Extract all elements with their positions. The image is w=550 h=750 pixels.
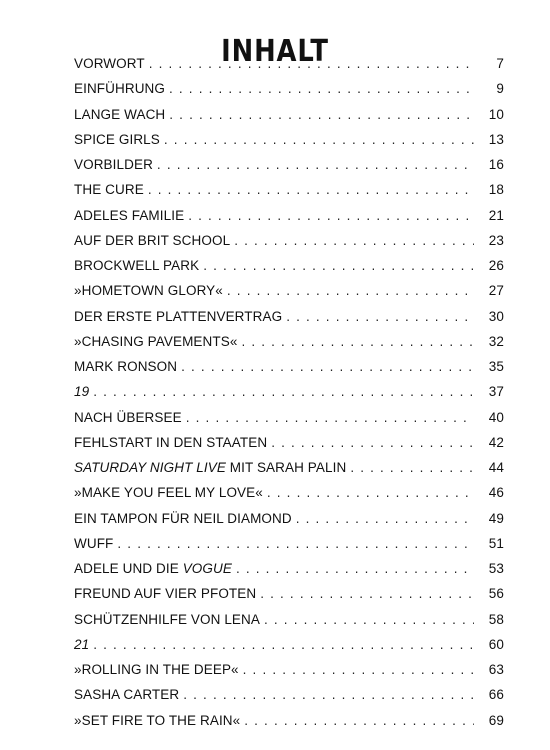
dot-leader <box>169 81 474 96</box>
toc-entry-page-number: 46 <box>488 485 504 501</box>
toc-entry <box>74 536 504 561</box>
toc-entry-title <box>74 561 232 576</box>
toc-entry-title-part: VORBILDER <box>74 157 153 172</box>
toc-entry-title-part: NACH ÜBERSEE <box>74 409 182 425</box>
toc-entry-page-number: 63 <box>488 662 504 677</box>
toc-entry-title-part: SPICE GIRLS <box>74 131 160 147</box>
toc-entry-title <box>74 359 177 374</box>
toc-entry <box>74 511 504 536</box>
dot-leader <box>244 713 474 728</box>
table-of-contents <box>74 56 504 738</box>
toc-entry-page-number: 53 <box>488 561 504 576</box>
toc-entry-title-part: »HOMETOWN GLORY« <box>74 283 223 299</box>
toc-entry-title <box>74 384 89 399</box>
toc-entry <box>74 662 504 687</box>
dot-leader <box>243 662 474 677</box>
dot-leader <box>236 561 474 576</box>
toc-entry-title-part: THE CURE <box>74 182 144 198</box>
dot-leader <box>271 435 474 450</box>
toc-entry <box>74 435 504 460</box>
toc-entry <box>74 384 504 409</box>
toc-entry-title <box>74 536 113 551</box>
toc-entry <box>74 460 504 485</box>
toc-entry-page-number: 49 <box>488 510 504 526</box>
toc-entry-title-part: ADELES FAMILIE <box>74 207 185 223</box>
toc-entry-title-part: »SET FIRE TO THE RAIN« <box>74 712 241 728</box>
toc-entry-title-part: EIN TAMPON FÜR NEIL DIAMOND <box>74 510 292 526</box>
toc-entry-title-part: ADELE UND DIE <box>74 561 183 576</box>
toc-entry-title <box>74 410 182 425</box>
toc-entry <box>74 81 504 106</box>
toc-entry <box>74 132 504 157</box>
dot-leader <box>264 612 474 627</box>
toc-entry-page-number: 69 <box>488 712 504 728</box>
toc-entry-title-part: »MAKE YOU FEEL MY LOVE« <box>74 485 263 501</box>
toc-entry <box>74 637 504 662</box>
toc-entry-title <box>74 233 230 248</box>
toc-entry-title-part: VOGUE <box>182 561 232 576</box>
toc-entry-title <box>74 283 223 298</box>
toc-entry <box>74 687 504 712</box>
toc-entry-page-number: 51 <box>488 535 504 551</box>
toc-entry-title <box>74 435 267 450</box>
toc-entry-page-number: 60 <box>488 636 504 652</box>
toc-entry-page-number: 18 <box>488 182 504 198</box>
toc-entry <box>74 258 504 283</box>
toc-entry-title-part: SCHÜTZENHILFE VON LENA <box>74 611 260 627</box>
toc-entry-title <box>74 662 239 677</box>
toc-entry-page-number: 56 <box>488 586 504 602</box>
toc-entry-page-number: 35 <box>488 359 504 374</box>
toc-entry <box>74 586 504 611</box>
toc-entry-page-number: 10 <box>488 106 504 122</box>
toc-entry-title-part: SATURDAY NIGHT LIVE <box>74 460 226 475</box>
toc-entry-title-part: MIT SARAH PALIN <box>225 460 347 475</box>
dot-leader <box>241 334 474 349</box>
toc-entry <box>74 283 504 308</box>
toc-entry <box>74 561 504 586</box>
toc-entry-title <box>74 56 145 71</box>
dot-leader <box>227 283 474 298</box>
toc-entry-page-number: 44 <box>488 460 504 475</box>
toc-entry-title-part: MARK RONSON <box>74 359 178 374</box>
dot-leader <box>183 687 474 702</box>
toc-entry <box>74 233 504 258</box>
toc-entry-title <box>74 460 346 475</box>
toc-entry-title-part: EINFÜHRUNG <box>74 81 165 97</box>
toc-entry-page-number: 42 <box>488 434 504 450</box>
page-title: INHALT <box>221 34 329 70</box>
dot-leader <box>296 511 474 526</box>
toc-entry-title-part: 19 <box>74 384 90 400</box>
toc-entry-title <box>74 511 292 526</box>
toc-entry-page-number: 27 <box>488 283 504 299</box>
dot-leader <box>149 56 474 71</box>
toc-entry-page-number: 26 <box>488 258 504 273</box>
toc-entry <box>74 208 504 233</box>
toc-entry <box>74 182 504 207</box>
dot-leader <box>117 536 474 551</box>
dot-leader <box>234 233 474 248</box>
toc-entry-title-part: LANGE WACH <box>74 106 166 122</box>
toc-entry-title-part: AUF DER BRIT SCHOOL <box>74 232 231 248</box>
dot-leader <box>93 384 474 399</box>
toc-entry-page-number: 32 <box>488 333 504 349</box>
toc-entry-title <box>74 132 160 147</box>
toc-entry-title <box>74 637 89 652</box>
toc-entry-page-number: 13 <box>488 131 504 147</box>
toc-entry-title <box>74 334 237 349</box>
toc-entry-title-part: VORWORT <box>74 56 145 71</box>
dot-leader <box>267 485 474 500</box>
dot-leader <box>169 107 474 122</box>
toc-entry-page-number: 40 <box>488 409 504 425</box>
dot-leader <box>186 410 474 425</box>
dot-leader <box>203 258 474 273</box>
toc-entry-page-number: 16 <box>488 157 504 172</box>
toc-entry-title <box>74 713 240 728</box>
toc-entry-title-part: SASHA CARTER <box>74 687 180 703</box>
toc-entry-title <box>74 485 263 500</box>
dot-leader <box>157 157 474 172</box>
toc-entry <box>74 612 504 637</box>
toc-entry-page-number: 30 <box>488 308 504 324</box>
toc-entry <box>74 334 504 359</box>
dot-leader <box>93 637 474 652</box>
dot-leader <box>181 359 474 374</box>
toc-entry <box>74 713 504 738</box>
toc-entry-page-number: 9 <box>496 81 504 97</box>
toc-entry-page-number: 7 <box>496 56 504 71</box>
toc-entry-title <box>74 586 256 601</box>
dot-leader <box>350 460 474 475</box>
toc-entry <box>74 410 504 435</box>
toc-entry <box>74 107 504 132</box>
toc-entry-title-part: FEHLSTART IN DEN STAATEN <box>74 434 268 450</box>
toc-entry-title-part: »CHASING PAVEMENTS« <box>74 333 238 349</box>
toc-entry-title <box>74 107 165 122</box>
dot-leader <box>188 208 474 223</box>
toc-entry-title <box>74 309 282 324</box>
toc-entry-title <box>74 182 144 197</box>
toc-entry <box>74 359 504 384</box>
dot-leader <box>148 182 474 197</box>
toc-entry-title-part: DER ERSTE PLATTENVERTRAG <box>74 308 283 324</box>
toc-entry-page-number: 58 <box>488 611 504 627</box>
toc-entry-title-part: BROCKWELL PARK <box>74 258 200 273</box>
toc-entry <box>74 56 504 81</box>
toc-entry-title <box>74 612 260 627</box>
toc-entry-page-number: 21 <box>488 207 504 223</box>
toc-entry-title <box>74 81 165 96</box>
dot-leader <box>260 586 474 601</box>
toc-entry-title <box>74 157 153 172</box>
toc-entry <box>74 485 504 510</box>
toc-entry-page-number: 66 <box>488 687 504 703</box>
toc-entry-title-part: 21 <box>74 636 90 652</box>
toc-entry-page-number: 37 <box>488 384 504 400</box>
toc-entry-title-part: »ROLLING IN THE DEEP« <box>74 662 239 677</box>
toc-entry-title-part: FREUND AUF VIER PFOTEN <box>74 586 257 602</box>
toc-entry <box>74 309 504 334</box>
toc-entry-page-number: 23 <box>488 232 504 248</box>
toc-entry-title <box>74 258 199 273</box>
dot-leader <box>164 132 474 147</box>
toc-entry-title <box>74 687 179 702</box>
toc-entry-title-part: WUFF <box>74 535 114 551</box>
toc-entry-title <box>74 208 184 223</box>
toc-entry <box>74 157 504 182</box>
dot-leader <box>286 309 474 324</box>
